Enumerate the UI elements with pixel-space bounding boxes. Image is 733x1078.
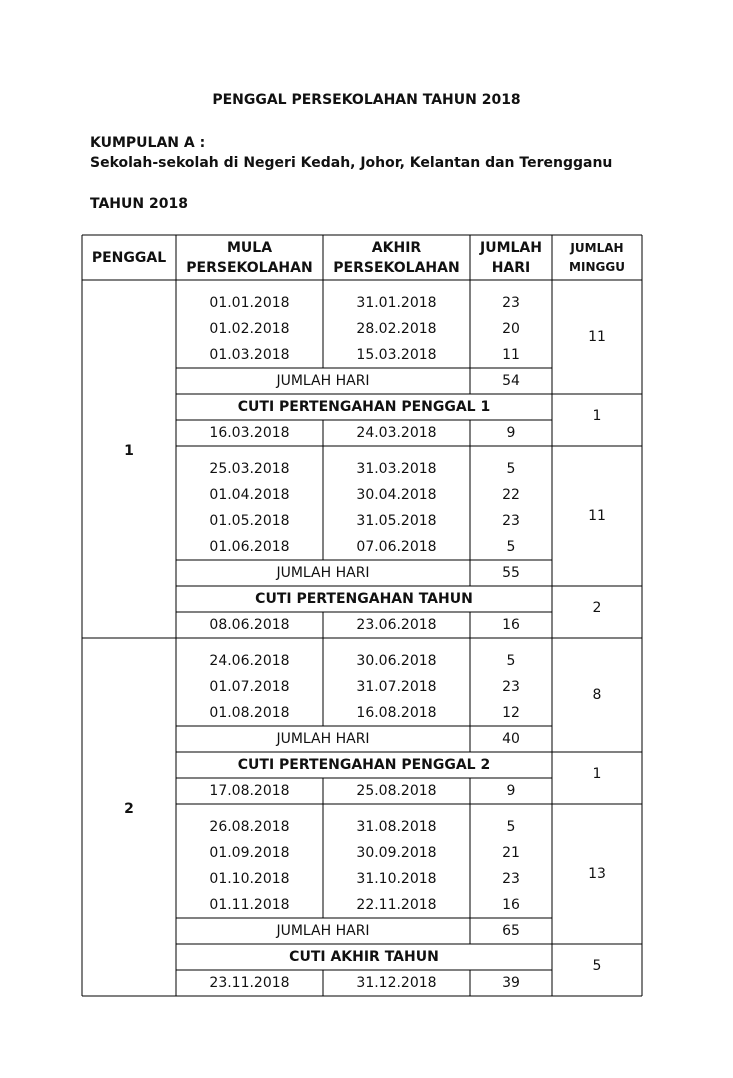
- cell-day-count: 22: [502, 487, 520, 503]
- cell-start-date: 01.03.2018: [209, 347, 290, 363]
- cell-start-date: 01.01.2018: [209, 295, 290, 311]
- term-number: 1: [124, 443, 134, 459]
- cell-start-date: 01.06.2018: [209, 539, 290, 555]
- total-days-value: 40: [502, 731, 520, 747]
- cell-end-date: 16.08.2018: [356, 705, 437, 721]
- total-days-label: JUMLAH HARI: [276, 565, 370, 581]
- holiday-week-count: 2: [592, 600, 602, 616]
- holiday-label: CUTI PERTENGAHAN PENGGAL 1: [237, 399, 491, 415]
- holiday-label: CUTI AKHIR TAHUN: [289, 949, 439, 965]
- header-jumlah-hari-line1: JUMLAH: [480, 240, 542, 256]
- cell-day-count: 21: [502, 845, 520, 861]
- holiday-day-count: 9: [506, 783, 516, 799]
- cell-day-count: 5: [506, 653, 516, 669]
- cell-end-date: 15.03.2018: [356, 347, 437, 363]
- cell-start-date: 01.11.2018: [209, 897, 290, 913]
- week-count: 13: [588, 866, 606, 882]
- cell-end-date: 30.06.2018: [356, 653, 437, 669]
- cell-start-date: 01.02.2018: [209, 321, 290, 337]
- cell-end-date: 31.01.2018: [356, 295, 437, 311]
- cell-start-date: 01.07.2018: [209, 679, 290, 695]
- cell-end-date: 31.10.2018: [356, 871, 437, 887]
- holiday-week-count: 1: [592, 766, 602, 782]
- cell-day-count: 11: [502, 347, 520, 363]
- cell-day-count: 5: [506, 539, 516, 555]
- cell-start-date: 01.10.2018: [209, 871, 290, 887]
- cell-end-date: 31.07.2018: [356, 679, 437, 695]
- cell-end-date: 28.02.2018: [356, 321, 437, 337]
- school-term-table: [82, 235, 644, 1047]
- holiday-end-date: 25.08.2018: [356, 783, 437, 799]
- term-number: 2: [124, 801, 134, 817]
- cell-day-count: 20: [502, 321, 520, 337]
- cell-start-date: 01.08.2018: [209, 705, 290, 721]
- total-days-value: 65: [502, 923, 520, 939]
- holiday-start-date: 08.06.2018: [209, 617, 290, 633]
- total-days-label: JUMLAH HARI: [276, 731, 370, 747]
- header-jumlah-minggu-line2: MINGGU: [569, 260, 625, 274]
- holiday-label: CUTI PERTENGAHAN PENGGAL 2: [237, 757, 491, 773]
- cell-day-count: 23: [502, 295, 520, 311]
- cell-end-date: 30.09.2018: [356, 845, 437, 861]
- holiday-end-date: 31.12.2018: [356, 975, 437, 991]
- week-count: 11: [588, 508, 606, 524]
- cell-end-date: 22.11.2018: [356, 897, 437, 913]
- cell-start-date: 01.04.2018: [209, 487, 290, 503]
- total-days-value: 54: [502, 373, 520, 389]
- total-days-label: JUMLAH HARI: [276, 923, 370, 939]
- holiday-day-count: 9: [506, 425, 516, 441]
- cell-day-count: 5: [506, 819, 516, 835]
- holiday-end-date: 24.03.2018: [356, 425, 437, 441]
- week-count: 8: [592, 687, 602, 703]
- group-label: KUMPULAN A :: [90, 135, 206, 151]
- cell-day-count: 5: [506, 461, 516, 477]
- cell-start-date: 01.09.2018: [209, 845, 290, 861]
- cell-day-count: 12: [502, 705, 520, 721]
- cell-end-date: 30.04.2018: [356, 487, 437, 503]
- page-title: PENGGAL PERSEKOLAHAN TAHUN 2018: [212, 92, 521, 108]
- holiday-week-count: 1: [592, 408, 602, 424]
- cell-day-count: 16: [502, 897, 520, 913]
- holiday-day-count: 16: [502, 617, 520, 633]
- cell-start-date: 01.05.2018: [209, 513, 290, 529]
- cell-end-date: 07.06.2018: [356, 539, 437, 555]
- holiday-label: CUTI PERTENGAHAN TAHUN: [255, 591, 473, 607]
- holiday-start-date: 16.03.2018: [209, 425, 290, 441]
- cell-start-date: 25.03.2018: [209, 461, 290, 477]
- cell-day-count: 23: [502, 513, 520, 529]
- group-states: Sekolah-sekolah di Negeri Kedah, Johor, Kelantan dan Terengganu: [90, 155, 613, 171]
- cell-end-date: 31.05.2018: [356, 513, 437, 529]
- week-count: 11: [588, 329, 606, 345]
- holiday-day-count: 39: [502, 975, 520, 991]
- header-jumlah-minggu-line1: JUMLAH: [570, 241, 624, 255]
- year-label: TAHUN 2018: [90, 196, 188, 212]
- total-days-value: 55: [502, 565, 520, 581]
- holiday-end-date: 23.06.2018: [356, 617, 437, 633]
- holiday-start-date: 23.11.2018: [209, 975, 290, 991]
- cell-day-count: 23: [502, 679, 520, 695]
- cell-end-date: 31.03.2018: [356, 461, 437, 477]
- cell-start-date: 24.06.2018: [209, 653, 290, 669]
- holiday-week-count: 5: [592, 958, 602, 974]
- header-jumlah-hari-line2: HARI: [491, 260, 531, 276]
- header-mula-line1: MULA: [226, 240, 273, 256]
- header-akhir-line1: AKHIR: [371, 240, 422, 256]
- header-penggal: PENGGAL: [91, 250, 167, 266]
- header-akhir-line2: PERSEKOLAHAN: [333, 260, 460, 276]
- cell-start-date: 26.08.2018: [209, 819, 290, 835]
- cell-day-count: 23: [502, 871, 520, 887]
- cell-end-date: 31.08.2018: [356, 819, 437, 835]
- holiday-start-date: 17.08.2018: [209, 783, 290, 799]
- header-mula-line2: PERSEKOLAHAN: [186, 260, 313, 276]
- total-days-label: JUMLAH HARI: [276, 373, 370, 389]
- school-term-grid: [82, 235, 644, 1047]
